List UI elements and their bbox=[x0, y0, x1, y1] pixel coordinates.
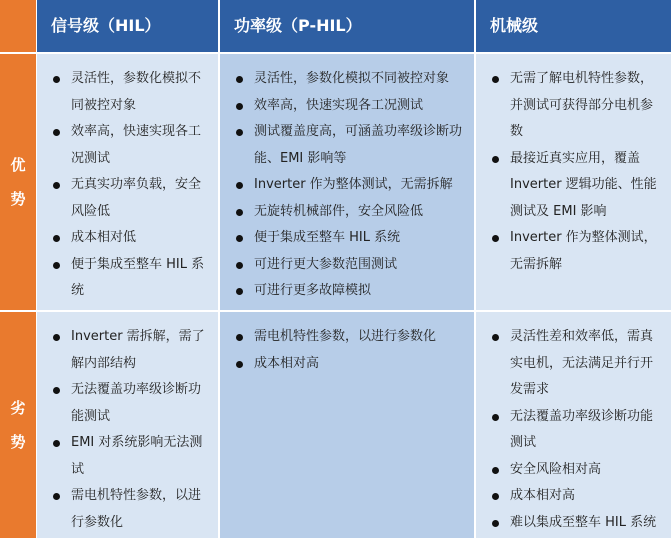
bullet-icon bbox=[53, 387, 60, 394]
list-item bbox=[51, 119, 210, 172]
bullet-icon bbox=[492, 467, 499, 474]
list-item bbox=[234, 324, 466, 351]
list-item bbox=[490, 225, 663, 278]
cell-disadvantages-mechanical bbox=[476, 312, 671, 538]
cell-advantages-power bbox=[220, 54, 474, 310]
header-mechanical-level: 机械级 bbox=[476, 0, 671, 52]
list-item-text: 无法覆盖功率级诊断功能测试 bbox=[510, 408, 654, 450]
list-item-text: 便于集成至整车 HIL 系统 bbox=[254, 230, 401, 245]
list-item-text: Inverter 作为整体测试，无需拆解 bbox=[254, 177, 453, 192]
list-item bbox=[234, 199, 466, 226]
bullet-icon bbox=[492, 493, 499, 500]
bullet-icon bbox=[236, 262, 243, 269]
list-item bbox=[490, 66, 663, 146]
list-item bbox=[51, 377, 210, 430]
list-item-text: 灵活性，参数化模拟不同被控对象 bbox=[71, 71, 202, 113]
list-item-text: 可进行更多故障模拟 bbox=[254, 283, 372, 298]
cell-advantages-mechanical bbox=[476, 54, 671, 310]
bullet-icon bbox=[236, 209, 243, 216]
list-item bbox=[490, 324, 663, 404]
list-item-text: 成本相对低 bbox=[71, 230, 137, 245]
list-item bbox=[234, 252, 466, 279]
list-item-text: 无法覆盖功率级诊断功能测试 bbox=[71, 382, 202, 424]
list-item bbox=[51, 172, 210, 225]
bullet-icon bbox=[236, 334, 243, 341]
bullet-icon bbox=[53, 182, 60, 189]
row-label-char: 势 bbox=[10, 433, 26, 451]
bullet-icon bbox=[492, 334, 499, 341]
header-corner bbox=[0, 0, 36, 52]
list-item-text: Inverter 作为整体测试，无需拆解 bbox=[510, 230, 657, 272]
cell-disadvantages-signal bbox=[37, 312, 218, 538]
bullet-icon bbox=[236, 235, 243, 242]
list-item-text: 效率高，快速实现各工况测试 bbox=[71, 124, 202, 166]
list-item-text: 需电机特性参数，以进行参数化 bbox=[254, 329, 437, 344]
list-item bbox=[490, 404, 663, 457]
bullet-icon bbox=[236, 182, 243, 189]
bullet-icon bbox=[53, 129, 60, 136]
list-item bbox=[51, 483, 210, 536]
list-item-text: 便于集成至整车 HIL 系统 bbox=[71, 256, 205, 298]
list-item bbox=[234, 172, 466, 199]
header-row bbox=[0, 0, 671, 52]
header-signal-level: 信号级（HIL） bbox=[37, 0, 218, 52]
bullet-icon bbox=[492, 156, 499, 163]
list-item-text: 无真实功率负载，安全风险低 bbox=[71, 177, 202, 219]
bullet-icon bbox=[53, 76, 60, 83]
bullet-icon bbox=[236, 361, 243, 368]
list-item-text: 无旋转机械部件，安全风险低 bbox=[254, 203, 424, 219]
row-label-char: 势 bbox=[10, 190, 26, 208]
list-item bbox=[51, 252, 210, 305]
list-item bbox=[490, 510, 663, 537]
list-item bbox=[234, 66, 466, 93]
list-item bbox=[490, 483, 663, 510]
list-item-text: 效率高，快速实现各工况测试 bbox=[254, 97, 424, 113]
list-item-text: Inverter 需拆解，需了解内部结构 bbox=[71, 329, 205, 371]
list-item bbox=[234, 119, 466, 172]
list-item-text: 难以集成至整车 HIL 系统 bbox=[510, 514, 657, 530]
row-label-advantages bbox=[0, 54, 36, 310]
cell-advantages-signal bbox=[37, 54, 218, 310]
list-item-text: 最接近真实应用，覆盖 Inverter 逻辑功能、性能测试及 EMI 影响 bbox=[510, 150, 657, 219]
row-label-char: 劣 bbox=[10, 399, 26, 417]
list-item-text: 需电机特性参数，以进行参数化 bbox=[71, 488, 202, 530]
list-item-text: 成本相对高 bbox=[254, 355, 320, 371]
list-item bbox=[234, 351, 466, 378]
bullet-icon bbox=[492, 235, 499, 242]
bullet-icon bbox=[492, 414, 499, 421]
bullet-icon bbox=[53, 235, 60, 242]
list-item-text: 测试覆盖度高，可涵盖功率级诊断功能、EMI 影响等 bbox=[254, 124, 463, 166]
bullet-icon bbox=[53, 493, 60, 500]
bullet-icon bbox=[53, 440, 60, 447]
list-item-text: 灵活性差和效率低，需真实电机，无法满足并行开发需求 bbox=[510, 329, 654, 397]
bullet-icon bbox=[492, 76, 499, 83]
bullet-icon bbox=[236, 76, 243, 83]
list-item bbox=[234, 93, 466, 120]
list-item bbox=[51, 225, 210, 252]
bullet-icon bbox=[236, 103, 243, 110]
row-label-disadvantages bbox=[0, 312, 36, 538]
cell-disadvantages-power bbox=[220, 312, 474, 538]
bullet-icon bbox=[236, 288, 243, 295]
header-power-level: 功率级（P-HIL） bbox=[220, 0, 474, 52]
list-item bbox=[51, 430, 210, 483]
bullet-icon bbox=[53, 334, 60, 341]
row-label-char: 优 bbox=[10, 156, 26, 174]
list-item-text: 安全风险相对高 bbox=[510, 461, 602, 477]
list-item-text: EMI 对系统影响无法测试 bbox=[71, 435, 203, 477]
list-item bbox=[51, 66, 210, 119]
list-item-text: 灵活性，参数化模拟不同被控对象 bbox=[254, 71, 450, 86]
list-item-text: 无需了解电机特性参数，并测试可获得部分电机参数 bbox=[510, 71, 654, 139]
list-item bbox=[51, 324, 210, 377]
list-item bbox=[234, 278, 466, 305]
bullet-icon bbox=[236, 129, 243, 136]
bullet-icon bbox=[53, 262, 60, 269]
list-item-text: 成本相对高 bbox=[510, 488, 576, 503]
list-item bbox=[490, 457, 663, 484]
bullet-icon bbox=[492, 520, 499, 527]
list-item bbox=[490, 146, 663, 226]
list-item bbox=[234, 225, 466, 252]
list-item-text: 可进行更大参数范围测试 bbox=[254, 256, 398, 272]
